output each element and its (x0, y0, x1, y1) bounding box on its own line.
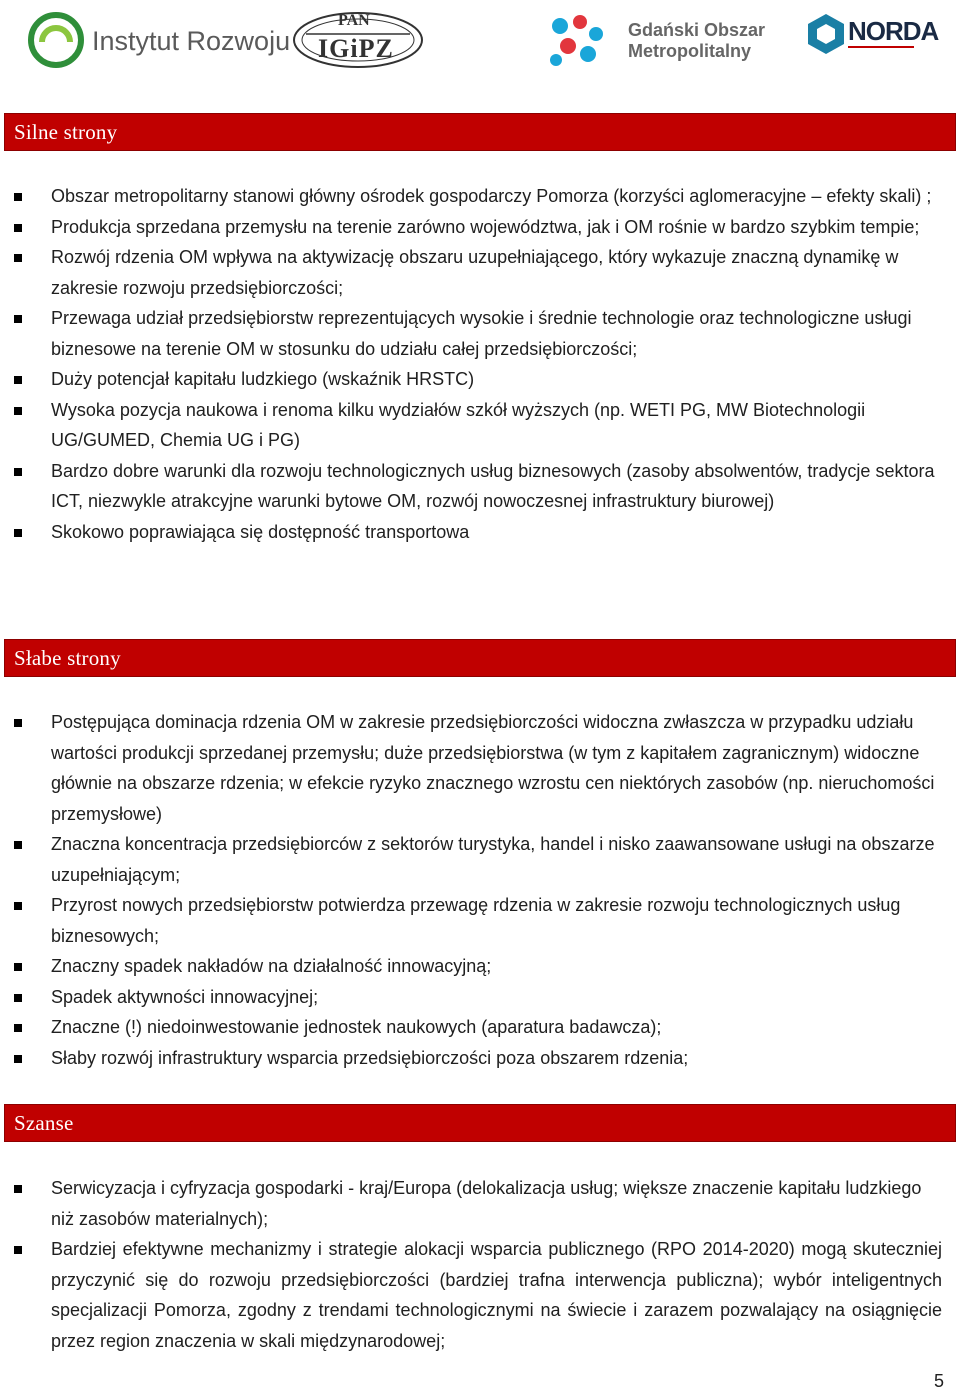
list-item: Rozwój rdzenia OM wpływa na aktywizację obszaru uzupełniającego, który wykazuje znaczną dynamikę w zakresie rozwoju przedsiębiorczości; (0, 242, 960, 303)
page-number: 5 (933, 1371, 944, 1391)
list-item: Bardziej efektywne mechanizmy i strategie alokacji wsparcia publicznego (RPO 2014-2020) mogą skuteczniej przyczynić się do rozwoju przedsiębiorczości (bardziej trafna interwencja publiczna); wybór inteligentnych specjalizacji Pomorza, zgodny z trendami technologicznymi na świecie i zarazem pozwalający na osiągnięcie przez region znaczenia w skali międzynarodowej; (0, 1234, 960, 1356)
strengths-list (0, 181, 960, 547)
list-item: Przyrost nowych przedsiębiorstw potwierdza przewagę rdzenia w zakresie rozwoju technologicznych usług biznesowych; (0, 890, 960, 951)
list-item: Duży potencjał kapitału ludzkiego (wskaźnik HRSTC) (0, 364, 960, 395)
list-item: Serwicyzacja i cyfryzacja gospodarki - kraj/Europa (delokalizacja usług; większe znaczenie kapitału ludzkiego niż zasobów materialnych); (0, 1173, 960, 1234)
norda-logo (806, 12, 846, 56)
section-title-strengths: Silne strony (14, 120, 118, 144)
logo-bar (0, 0, 960, 80)
list-item: Słaby rozwój infrastruktury wsparcia przedsiębiorczości poza obszarem rdzenia; (0, 1043, 960, 1074)
pan-label: PAN (338, 12, 370, 29)
list-item: Spadek aktywności innowacyjnej; (0, 982, 960, 1013)
norda-subline (848, 46, 914, 48)
list-item: Bardzo dobre warunki dla rozwoju technologicznych usług biznesowych (zasoby absolwentów, tradycje sektora ICT, niezwykle atrakcyjne warunki bytowe OM, rozwój nowoczesnej infrastruktury biurowej) (0, 456, 960, 517)
list-item: Obszar metropolitarny stanowi główny ośrodek gospodarczy Pomorza (korzyści aglomeracyjne – efekty skali) ; (0, 181, 960, 212)
gom-line2: Metropolitalny (628, 41, 752, 61)
list-item: Znaczna koncentracja przedsiębiorców z sektorów turystyka, handel i nisko zaawansowane usługi na obszarze uzupełniającym; (0, 829, 960, 890)
gdanski-obszar-logo (546, 12, 610, 70)
gom-line1: Gdański Obszar (628, 20, 766, 40)
section-header-weaknesses (4, 639, 956, 677)
list-item: Wysoka pozycja naukowa i renoma kilku wydziałów szkół wyższych (np. WETI PG, MW Biotechnologii UG/GUMED, Chemia UG i PG) (0, 395, 960, 456)
list-item: Znaczny spadek nakładów na działalność innowacyjną; (0, 951, 960, 982)
weaknesses-list (0, 707, 960, 1073)
section-title-opportunities: Szanse (14, 1111, 74, 1135)
section-title-weaknesses: Słabe strony (14, 646, 121, 670)
instytut-rozwoju-logo (28, 12, 84, 68)
igipz-label: IGiPZ (318, 34, 394, 63)
gom-mark-icon (546, 12, 610, 70)
list-item: Znaczne (!) niedoinwestowanie jednostek naukowych (aparatura badawcza); (0, 1012, 960, 1043)
norda-label: NORDA (848, 16, 939, 46)
list-item: Postępująca dominacja rdzenia OM w zakresie przedsiębiorczości widoczna zwłaszcza w przypadku udziału wartości produkcji sprzedanej przemysłu; duże przedsiębiorstwa (w tym z kapitałem zagranicznym) widoczne głównie na obszarze rdzenia; w efekcie ryzyko znacznego wzrostu cen niektórych zasobów (np. nieruchomości przemysłowe) (0, 707, 960, 829)
norda-hexagon-icon (806, 12, 846, 56)
instytut-rozwoju-name: Instytut Rozwoju (92, 26, 291, 56)
section-header-strengths (4, 113, 956, 151)
opportunities-list (0, 1173, 960, 1356)
list-item: Produkcja sprzedana przemysłu na terenie zarówno województwa, jak i OM rośnie w bardzo szybkim tempie; (0, 212, 960, 243)
section-header-opportunities (4, 1104, 956, 1142)
instytut-rozwoju-mark-icon (28, 12, 84, 68)
list-item: Przewaga udział przedsiębiorstw reprezentujących wysokie i średnie technologie oraz technologiczne usługi biznesowe na terenie OM w stosunku do udziału całej przedsiębiorczości; (0, 303, 960, 364)
list-item: Skokowo poprawiająca się dostępność transportowa (0, 517, 960, 548)
